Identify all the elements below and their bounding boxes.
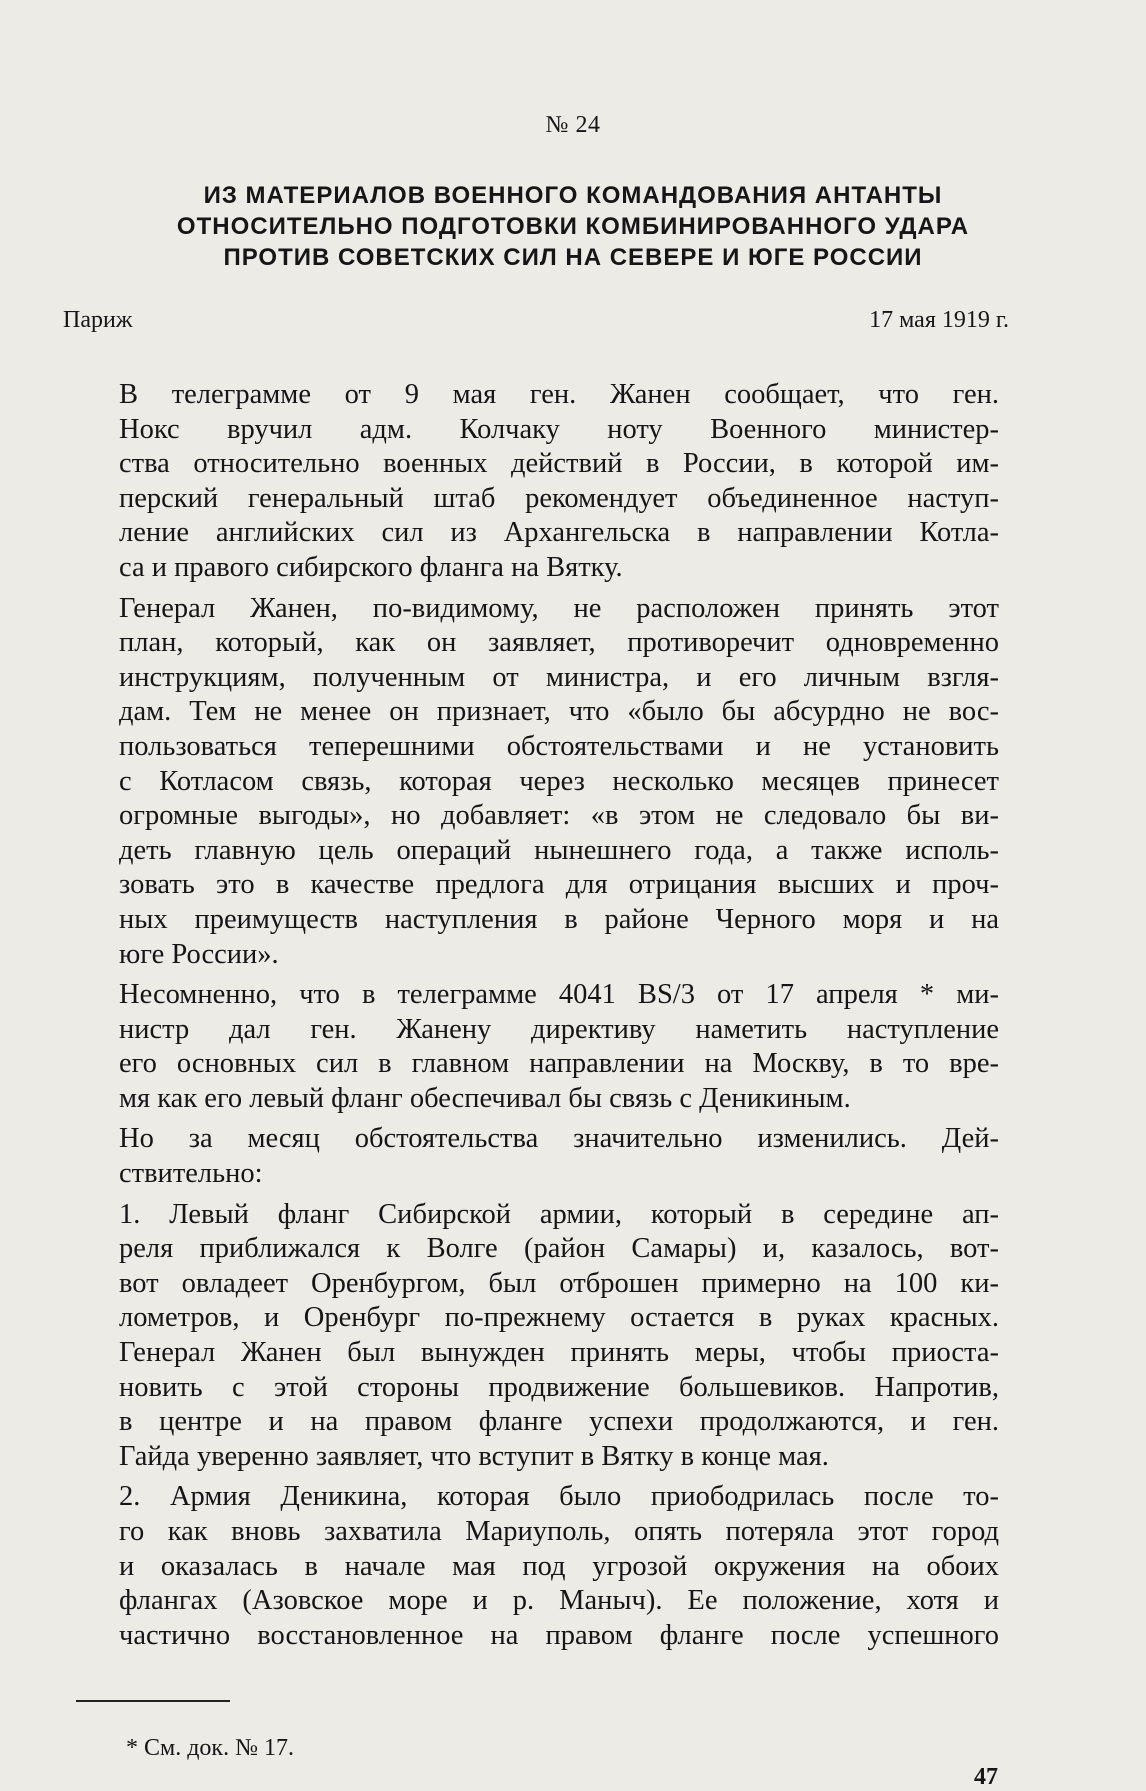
body-line: Генерал Жанен, по-видимому, не расположен принять этот: [119, 592, 999, 624]
title-line: ПРОТИВ СОВЕТСКИХ СИЛ НА СЕВЕРЕ И ЮГЕ РОССИИ: [223, 244, 923, 271]
document-body: [119, 378, 999, 1653]
body-line: пользоваться теперешними обстоятельствами и не установить: [119, 730, 999, 762]
body-line: деть главную цель операций нынешнего года, а также исполь-: [119, 834, 999, 866]
body-line: перский генеральный штаб рекомендует объединенное наступ-: [119, 482, 999, 514]
body-line: нистр дал ген. Жанену директиву наметить наступление: [119, 1013, 999, 1045]
body-line: Генерал Жанен был вынужден принять меры, чтобы приоста-: [119, 1337, 999, 1369]
body-line: лометров, и Оренбург по-прежнему остается в руках красных.: [119, 1302, 999, 1334]
body-line: ление английских сил из Архангельска в направлении Котла-: [119, 517, 999, 549]
body-line: ства относительно военных действий в России, в которой им-: [119, 448, 999, 480]
body-line: в центре и на правом фланге успехи продолжаются, и ген.: [119, 1406, 999, 1438]
body-line: Нокс вручил адм. Колчаку ноту Военного министер-: [119, 413, 999, 445]
body-line: частично восстановленное на правом фланге после успешного: [119, 1619, 999, 1651]
body-line: Гайда уверенно заявляет, что вступит в Вятку в конце мая.: [119, 1440, 829, 1472]
body-line: новить с этой стороны продвижение большевиков. Напротив,: [119, 1371, 999, 1403]
body-line: го как вновь захватила Мариуполь, опять потеряла этот город: [119, 1516, 999, 1547]
body-line: 1. Левый фланг Сибирской армии, который в середине ап-: [119, 1198, 999, 1230]
body-line: Но за месяц обстоятельства значительно изменились. Дей-: [119, 1123, 999, 1155]
body-line: Несомненно, что в телеграмме 4041 BS/3 от 17 апреля * ми-: [119, 979, 999, 1011]
body-line: реля приближался к Волге (район Самары) и, казалось, вот-: [119, 1233, 999, 1265]
page-number: 47: [974, 1764, 998, 1790]
document-title: [60, 180, 1086, 273]
title-line: ОТНОСИТЕЛЬНО ПОДГОТОВКИ КОМБИНИРОВАННОГО УДАРА: [176, 213, 970, 240]
body-line: огромные выгоды», но добавляет: «в этом не следовало бы ви-: [119, 800, 999, 832]
body-line: план, который, как он заявляет, противоречит одновременно: [119, 627, 999, 659]
body-line: 2. Армия Деникина, которая было приободрилась после то-: [119, 1481, 999, 1513]
body-line: зовать это в качестве предлога для отрицания высших и проч-: [119, 869, 999, 901]
body-line: вот овладеет Оренбургом, был отброшен примерно на 100 ки-: [119, 1267, 999, 1299]
document-number: № 24: [545, 112, 601, 138]
footnote: * См. док. № 17.: [126, 1735, 294, 1761]
body-line: дам. Тем не менее он признает, что «было бы абсурдно не вос-: [119, 696, 999, 728]
body-line: В телеграмме от 9 мая ген. Жанен сообщает, что ген.: [119, 379, 999, 410]
footnote-divider: [76, 1700, 230, 1702]
body-line: и оказалась в начале мая под угрозой окружения на обоих: [119, 1550, 999, 1582]
place-of-issue: Париж: [63, 307, 133, 333]
body-line: с Котласом связь, которая через несколько месяцев принесет: [119, 765, 999, 797]
title-line: ИЗ МАТЕРИАЛОВ ВОЕННОГО КОМАНДОВАНИЯ АНТАНТЫ: [203, 182, 943, 209]
body-line: мя как его левый фланг обеспечивал бы связь с Деникиным.: [119, 1082, 851, 1114]
body-line: флангах (Азовское море и р. Маныч). Ее положение, хотя и: [119, 1585, 999, 1617]
body-line: са и правого сибирского фланга на Вятку.: [119, 551, 623, 583]
body-line: ствительно:: [119, 1158, 263, 1190]
body-line: ных преимуществ наступления в районе Черного моря и на: [119, 903, 999, 935]
document-date: 17 мая 1919 г.: [869, 307, 1009, 333]
body-line: его основных сил в главном направлении на Москву, в то вре-: [119, 1048, 999, 1080]
body-line: юге России».: [119, 938, 279, 970]
body-line: инструкциям, полученным от министра, и его личным взгля-: [119, 661, 999, 693]
